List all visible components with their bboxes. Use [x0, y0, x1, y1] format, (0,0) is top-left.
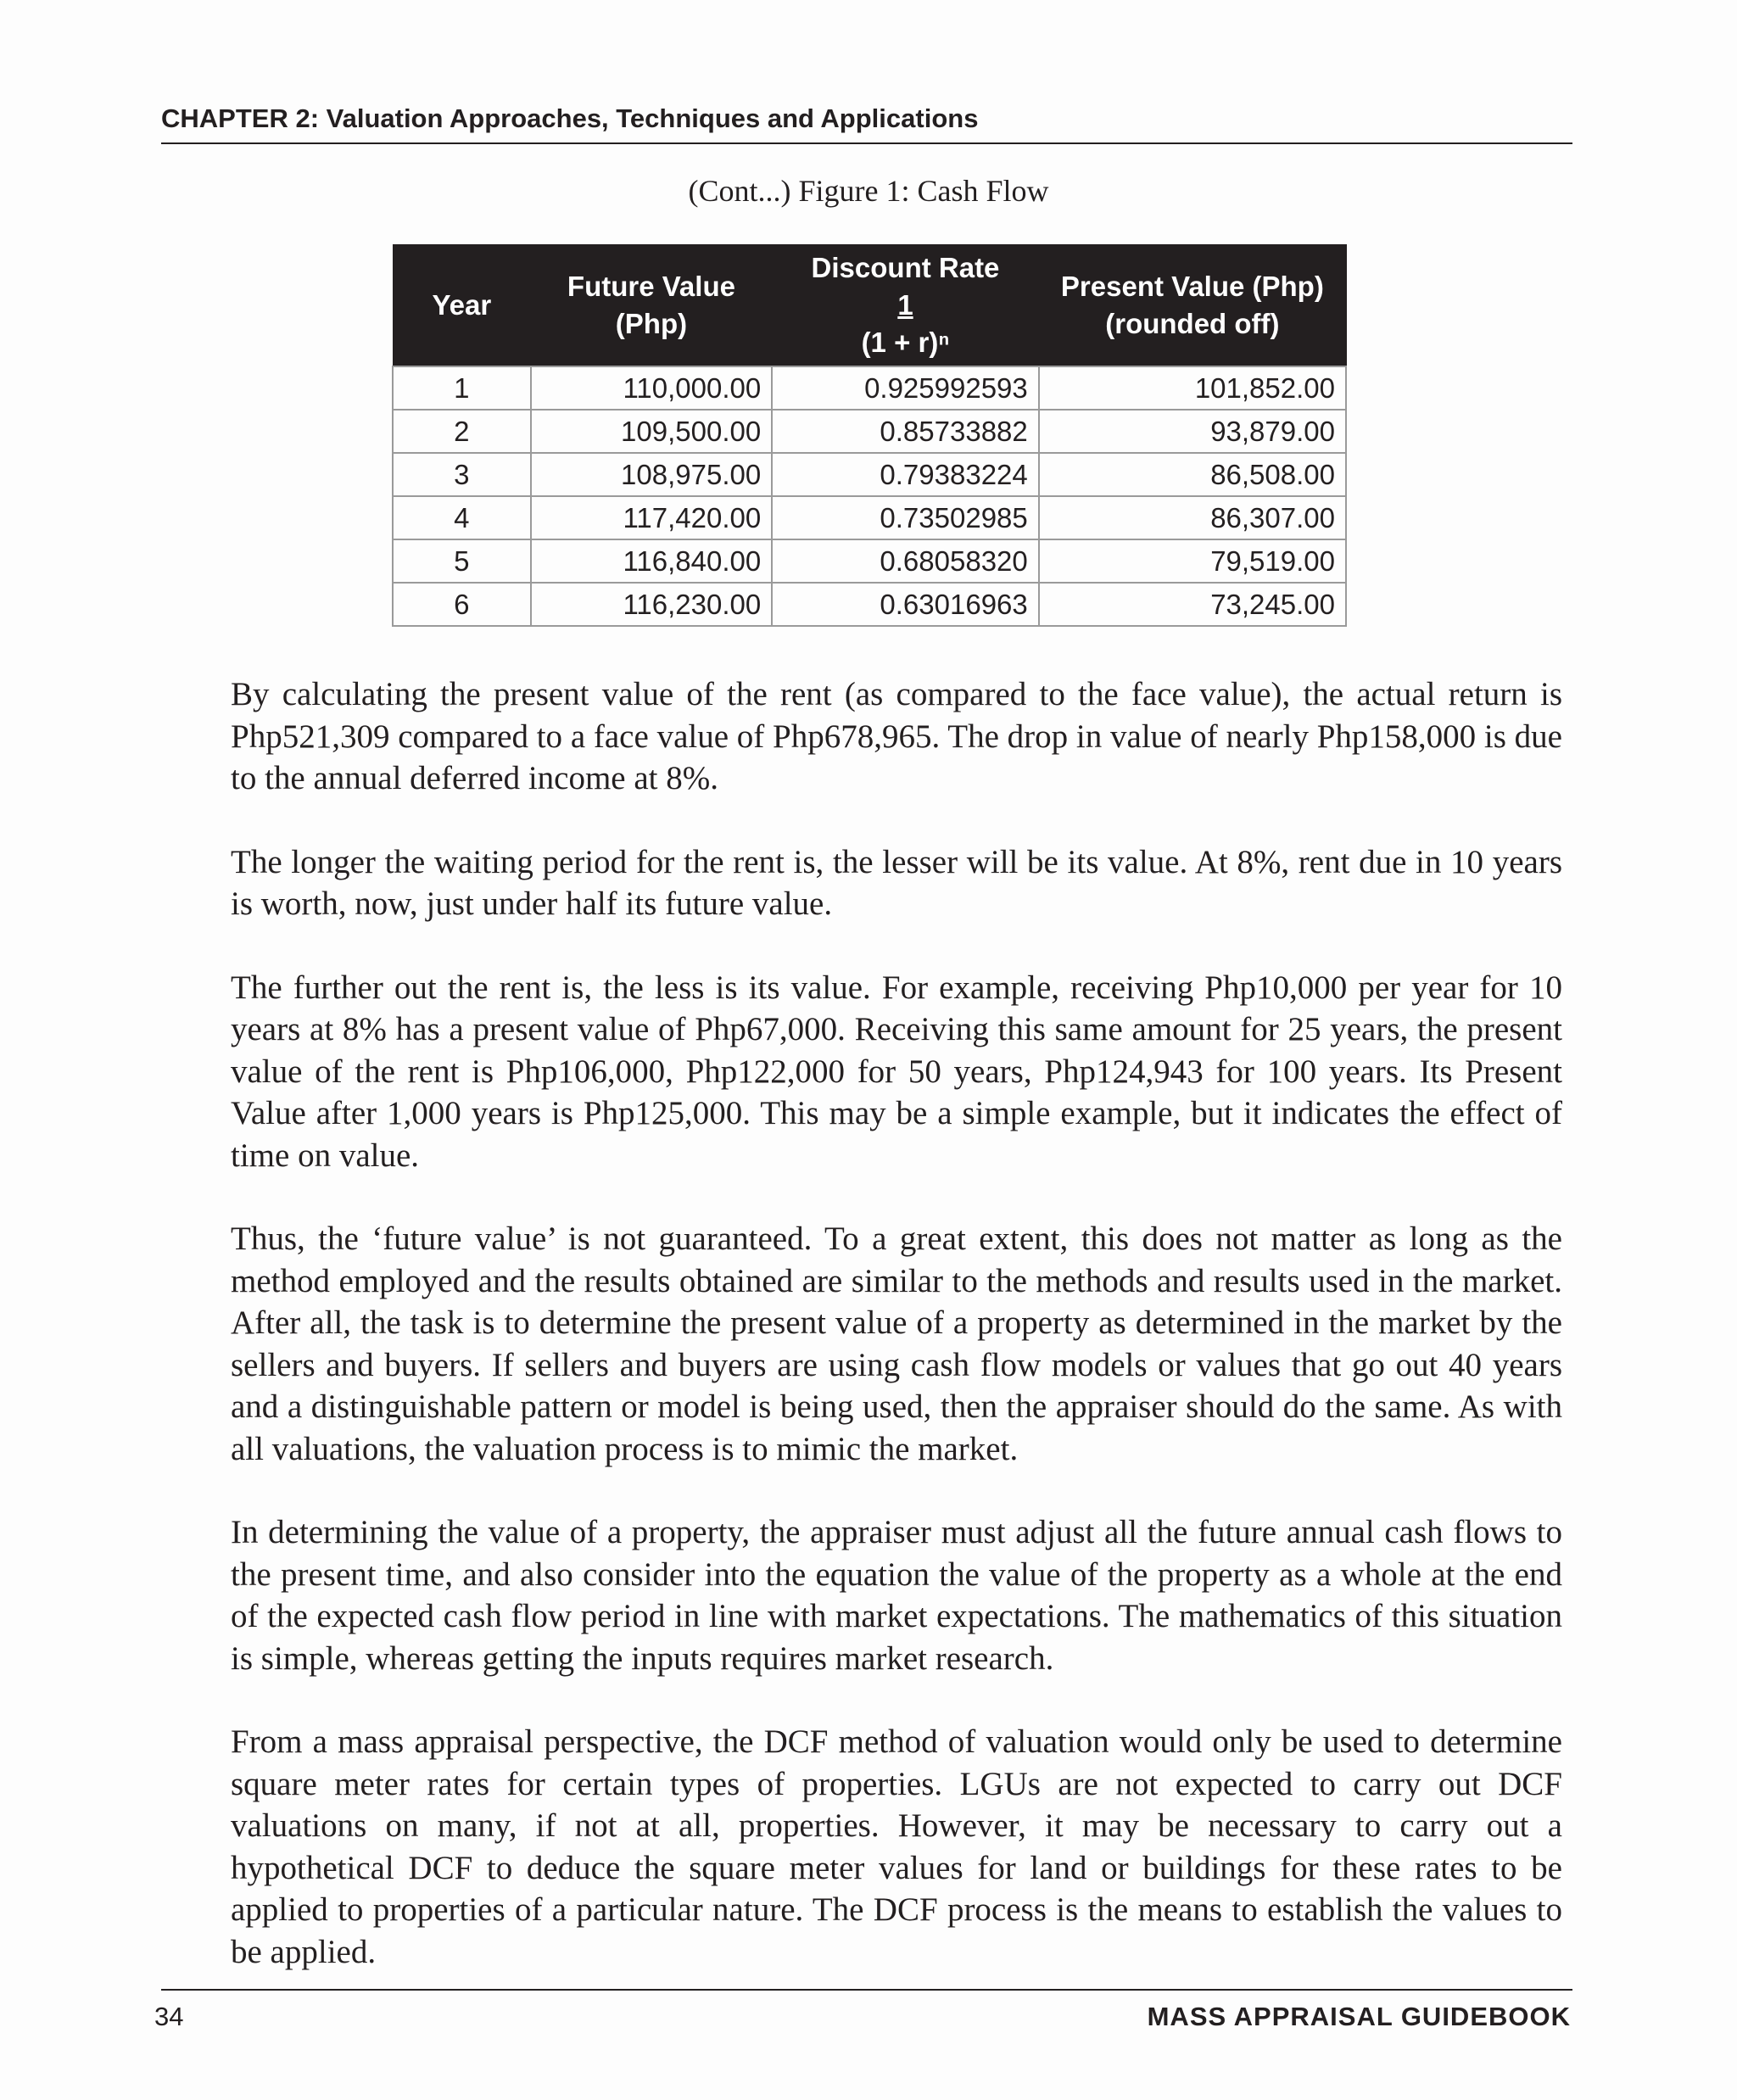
cell-present-value: 86,307.00	[1039, 496, 1346, 539]
cell-year: 1	[393, 366, 531, 410]
cell-future-value: 109,500.00	[531, 410, 773, 453]
paragraph: In determining the value of a property, the appraiser must adjust all the future annual cash flows to the present time, and also consider into the equation the value of the property as a whole at the end of the expected cash flow period in line with market expectations. The mathematics of this situation is simple, whereas getting the inputs requires market research.	[231, 1514, 1562, 1677]
cell-present-value: 93,879.00	[1039, 410, 1346, 453]
table-row	[393, 583, 1346, 626]
cell-future-value: 116,230.00	[531, 583, 773, 626]
cell-future-value: 108,975.00	[531, 453, 773, 496]
cell-present-value: 101,852.00	[1039, 366, 1346, 410]
figure-caption: (Cont...) Figure 1: Cash Flow	[688, 174, 1049, 208]
col-header-present-value: Present Value (Php) (rounded off)	[1039, 245, 1346, 367]
cell-present-value: 73,245.00	[1039, 583, 1346, 626]
paragraph: By calculating the present value of the rent (as compared to the face value), the actual return is Php521,309 compared to a face value of Php678,965. The drop in value of nearly Php158,000 is due to the annual deferred income at 8%.	[231, 676, 1562, 796]
cell-year: 2	[393, 410, 531, 453]
paragraph: The further out the rent is, the less is its value. For example, receiving Php10,000 per year for 10 years at 8% has a present value of Php67,000. Receiving this same amount for 25 years, the present value of the rent is Php106,000, Php122,000 for 50 years, Php124,943 for 100 years. Its Present Value after 1,000 years is Php125,000. This may be a simple example, but it indicates the effect of time on value.	[231, 969, 1562, 1174]
fraction-denominator: (1 + r)ⁿ	[861, 327, 950, 358]
col-header-future-value: Future Value (Php)	[531, 245, 773, 367]
cell-future-value: 117,420.00	[531, 496, 773, 539]
cell-discount-rate: 0.63016963	[772, 583, 1039, 626]
cell-future-value: 116,840.00	[531, 539, 773, 583]
cell-future-value: 110,000.00	[531, 366, 773, 410]
cell-year: 4	[393, 496, 531, 539]
cell-year: 5	[393, 539, 531, 583]
cell-discount-rate: 0.68058320	[772, 539, 1039, 583]
chapter-header: CHAPTER 2: Valuation Approaches, Techniques and Applications	[161, 103, 1572, 144]
book-title: MASS APPRAISAL GUIDEBOOK	[1147, 2002, 1571, 2031]
cell-present-value: 86,508.00	[1039, 453, 1346, 496]
table-row	[393, 410, 1346, 453]
paragraph: The longer the waiting period for the rent is, the lesser will be its value. At 8%, rent due in 10 years is worth, now, just under half its future value.	[231, 843, 1562, 922]
cell-present-value: 79,519.00	[1039, 539, 1346, 583]
cell-year: 6	[393, 583, 531, 626]
cell-discount-rate: 0.79383224	[772, 453, 1039, 496]
col-header-year: Year	[393, 245, 531, 367]
paragraph: Thus, the ‘future value’ is not guaranteed. To a great extent, this does not matter as long as the method employed and the results obtained are similar to the methods and results used in the market. After all, the task is to determine the present value of a property as determined in the market by the sellers and buyers. If sellers and buyers are using cash flow models or values that go out 40 years and a distinguishable pattern or model is being used, then the appraiser should do the same. As with all valuations, the valuation process is to mimic the market.	[231, 1220, 1562, 1467]
table-row	[393, 453, 1346, 496]
col-header-discount-rate: Discount Rate 1 (1 + r)ⁿ	[772, 245, 1039, 367]
paragraph: From a mass appraisal perspective, the DCF method of valuation would only be used to determine square meter rates for certain types of properties. LGUs are not expected to carry out DCF valuations on many, if not at all, properties. However, it may be necessary to carry out a hypothetical DCF to deduce the square meter values for land or buildings for these rates to be applied to properties of a particular nature. The DCF process is the means to establish the values to be applied.	[231, 1723, 1562, 1970]
cell-discount-rate: 0.73502985	[772, 496, 1039, 539]
table-row	[393, 366, 1346, 410]
cell-year: 3	[393, 453, 531, 496]
page-number: 34	[154, 2002, 184, 2031]
body-text	[231, 673, 1562, 2014]
table-header-row	[393, 245, 1346, 367]
table-row	[393, 496, 1346, 539]
table-row	[393, 539, 1346, 583]
cell-discount-rate: 0.85733882	[772, 410, 1039, 453]
fraction-numerator: 1	[897, 289, 913, 321]
cash-flow-table	[392, 244, 1347, 627]
footer-divider	[161, 1989, 1572, 1991]
cell-discount-rate: 0.925992593	[772, 366, 1039, 410]
